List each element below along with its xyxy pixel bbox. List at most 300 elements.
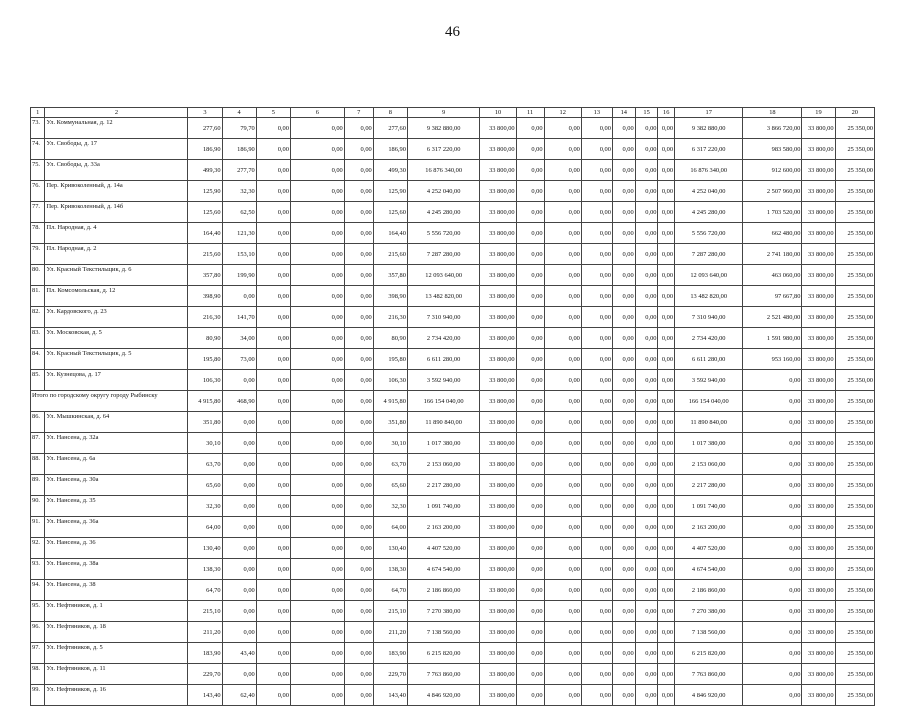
value-cell: 0,00 [612, 202, 635, 223]
value-cell: 33 800,00 [802, 664, 835, 685]
value-cell: 0,00 [612, 580, 635, 601]
value-cell: 0,00 [344, 454, 373, 475]
table-row [31, 202, 875, 223]
table-row [31, 643, 875, 664]
value-cell: 0,00 [612, 118, 635, 139]
value-cell: 3 592 940,00 [407, 370, 479, 391]
value-cell: 0,00 [743, 622, 802, 643]
value-cell: 0,00 [635, 517, 658, 538]
address-cell: Ул. Мышкинская, д. 64 [45, 412, 188, 433]
value-cell: 33 800,00 [802, 139, 835, 160]
row-index: 74. [31, 139, 45, 160]
value-cell: 0,00 [635, 538, 658, 559]
value-cell: 0,00 [612, 559, 635, 580]
value-cell: 0,00 [658, 454, 675, 475]
value-cell: 186,90 [188, 139, 222, 160]
value-cell: 0,00 [222, 580, 256, 601]
value-cell: 2 186 860,00 [407, 580, 479, 601]
value-cell: 0,00 [544, 454, 581, 475]
value-cell: 0,00 [222, 412, 256, 433]
value-cell: 0,00 [344, 265, 373, 286]
column-header: 6 [290, 108, 344, 118]
value-cell: 65,60 [188, 475, 222, 496]
value-cell: 0,00 [743, 580, 802, 601]
value-cell: 0,00 [581, 538, 612, 559]
value-cell: 0,00 [544, 181, 581, 202]
value-cell: 0,00 [612, 160, 635, 181]
value-cell: 0,00 [256, 580, 290, 601]
value-cell: 33 800,00 [480, 454, 516, 475]
value-cell: 0,00 [612, 139, 635, 160]
value-cell: 33 800,00 [480, 496, 516, 517]
address-cell: Ул. Московская, д. 5 [45, 328, 188, 349]
value-cell: 0,00 [581, 475, 612, 496]
value-cell: 0,00 [344, 496, 373, 517]
value-cell: 33 800,00 [802, 538, 835, 559]
value-cell: 0,00 [544, 517, 581, 538]
row-index: 95. [31, 601, 45, 622]
value-cell: 106,30 [188, 370, 222, 391]
value-cell: 1 091 740,00 [675, 496, 743, 517]
value-cell: 211,20 [188, 622, 222, 643]
value-cell: 0,00 [581, 517, 612, 538]
table-row [31, 181, 875, 202]
value-cell: 33 800,00 [480, 559, 516, 580]
value-cell: 64,70 [373, 580, 407, 601]
value-cell: 25 350,00 [835, 370, 874, 391]
value-cell: 0,00 [344, 664, 373, 685]
value-cell: 4 674 540,00 [407, 559, 479, 580]
value-cell: 33 800,00 [480, 412, 516, 433]
value-cell: 33 800,00 [802, 202, 835, 223]
table-row [31, 328, 875, 349]
value-cell: 13 482 820,00 [675, 286, 743, 307]
value-cell: 0,00 [743, 664, 802, 685]
value-cell: 351,80 [373, 412, 407, 433]
row-index: 80. [31, 265, 45, 286]
value-cell: 4 846 920,00 [675, 685, 743, 706]
value-cell: 0,00 [516, 118, 544, 139]
value-cell: 0,00 [516, 475, 544, 496]
value-cell: 0,00 [612, 244, 635, 265]
value-cell: 0,00 [290, 391, 344, 412]
address-cell: Ул. Коммунальная, д. 12 [45, 118, 188, 139]
value-cell: 183,90 [373, 643, 407, 664]
table-row [31, 349, 875, 370]
value-cell: 33 800,00 [802, 391, 835, 412]
value-cell: 2 734 420,00 [675, 328, 743, 349]
value-cell: 912 600,00 [743, 160, 802, 181]
value-cell: 33 800,00 [480, 118, 516, 139]
value-cell: 0,00 [743, 685, 802, 706]
value-cell: 33 800,00 [480, 370, 516, 391]
value-cell: 0,00 [544, 370, 581, 391]
address-cell: Ул. Нефтяников, д. 16 [45, 685, 188, 706]
value-cell: 0,00 [612, 601, 635, 622]
value-cell: 25 350,00 [835, 622, 874, 643]
row-index: 77. [31, 202, 45, 223]
row-index: 75. [31, 160, 45, 181]
value-cell: 0,00 [256, 160, 290, 181]
value-cell: 0,00 [222, 559, 256, 580]
value-cell: 2 217 280,00 [407, 475, 479, 496]
header-row [31, 108, 875, 118]
address-cell: Ул. Свободы, д. 33а [45, 160, 188, 181]
value-cell: 0,00 [256, 391, 290, 412]
table-row [31, 307, 875, 328]
column-header: 10 [480, 108, 516, 118]
value-cell: 164,40 [373, 223, 407, 244]
value-cell: 0,00 [612, 475, 635, 496]
value-cell: 0,00 [612, 643, 635, 664]
value-cell: 0,00 [635, 202, 658, 223]
address-cell: Ул. Нансена, д. 36 [45, 538, 188, 559]
value-cell: 0,00 [658, 475, 675, 496]
column-header: 14 [612, 108, 635, 118]
total-row [31, 391, 875, 412]
value-cell: 0,00 [635, 664, 658, 685]
value-cell: 33 800,00 [480, 643, 516, 664]
value-cell: 97 667,80 [743, 286, 802, 307]
value-cell: 7 270 380,00 [675, 601, 743, 622]
value-cell: 33 800,00 [480, 664, 516, 685]
address-cell: Пер. Кривоколенный, д. 14а [45, 181, 188, 202]
value-cell: 0,00 [222, 286, 256, 307]
value-cell: 0,00 [516, 664, 544, 685]
value-cell: 25 350,00 [835, 286, 874, 307]
value-cell: 0,00 [581, 412, 612, 433]
value-cell: 25 350,00 [835, 139, 874, 160]
value-cell: 0,00 [658, 496, 675, 517]
value-cell: 0,00 [344, 517, 373, 538]
table-row [31, 265, 875, 286]
value-cell: 0,00 [544, 160, 581, 181]
value-cell: 0,00 [516, 643, 544, 664]
value-cell: 16 876 340,00 [675, 160, 743, 181]
value-cell: 0,00 [612, 391, 635, 412]
column-header: 1 [31, 108, 45, 118]
value-cell: 186,90 [222, 139, 256, 160]
value-cell: 7 270 380,00 [407, 601, 479, 622]
value-cell: 30,10 [188, 433, 222, 454]
value-cell: 0,00 [344, 433, 373, 454]
table-row [31, 139, 875, 160]
value-cell: 106,30 [373, 370, 407, 391]
value-cell: 0,00 [516, 517, 544, 538]
address-cell: Пл. Народная, д. 4 [45, 223, 188, 244]
value-cell: 7 763 860,00 [407, 664, 479, 685]
value-cell: 0,00 [635, 685, 658, 706]
address-cell: Ул. Нефтяников, д. 18 [45, 622, 188, 643]
value-cell: 0,00 [344, 328, 373, 349]
row-index: 86. [31, 412, 45, 433]
value-cell: 0,00 [344, 286, 373, 307]
value-cell: 33 800,00 [802, 643, 835, 664]
value-cell: 0,00 [256, 412, 290, 433]
value-cell: 0,00 [612, 517, 635, 538]
value-cell: 6 215 820,00 [675, 643, 743, 664]
value-cell: 4 252 040,00 [407, 181, 479, 202]
value-cell: 0,00 [344, 181, 373, 202]
row-index: 84. [31, 349, 45, 370]
value-cell: 25 350,00 [835, 307, 874, 328]
value-cell: 0,00 [658, 244, 675, 265]
value-cell: 33 800,00 [802, 118, 835, 139]
value-cell: 0,00 [290, 202, 344, 223]
value-cell: 1 017 380,00 [407, 433, 479, 454]
value-cell: 0,00 [344, 685, 373, 706]
value-cell: 0,00 [635, 643, 658, 664]
value-cell: 0,00 [256, 181, 290, 202]
value-cell: 216,30 [373, 307, 407, 328]
value-cell: 3 866 720,00 [743, 118, 802, 139]
value-cell: 0,00 [581, 223, 612, 244]
value-cell: 0,00 [658, 349, 675, 370]
value-cell: 4 915,80 [188, 391, 222, 412]
value-cell: 33 800,00 [802, 517, 835, 538]
value-cell: 33 800,00 [802, 286, 835, 307]
value-cell: 33 800,00 [802, 181, 835, 202]
column-header: 8 [373, 108, 407, 118]
value-cell: 33 800,00 [480, 433, 516, 454]
value-cell: 2 217 280,00 [675, 475, 743, 496]
value-cell: 0,00 [344, 160, 373, 181]
address-cell: Ул. Нансена, д. 35 [45, 496, 188, 517]
value-cell: 34,00 [222, 328, 256, 349]
value-cell: 0,00 [612, 181, 635, 202]
value-cell: 7 138 560,00 [675, 622, 743, 643]
value-cell: 0,00 [256, 601, 290, 622]
value-cell: 0,00 [290, 622, 344, 643]
value-cell: 0,00 [544, 580, 581, 601]
value-cell: 64,70 [188, 580, 222, 601]
address-cell: Ул. Кардовского, д. 23 [45, 307, 188, 328]
value-cell: 0,00 [290, 433, 344, 454]
value-cell: 0,00 [290, 580, 344, 601]
value-cell: 0,00 [612, 496, 635, 517]
value-cell: 0,00 [658, 307, 675, 328]
value-cell: 6 611 280,00 [675, 349, 743, 370]
value-cell: 0,00 [516, 412, 544, 433]
value-cell: 0,00 [290, 139, 344, 160]
value-cell: 0,00 [743, 601, 802, 622]
value-cell: 1 591 980,00 [743, 328, 802, 349]
column-header: 2 [45, 108, 188, 118]
value-cell: 25 350,00 [835, 538, 874, 559]
value-cell: 0,00 [290, 517, 344, 538]
value-cell: 25 350,00 [835, 181, 874, 202]
value-cell: 0,00 [256, 664, 290, 685]
value-cell: 0,00 [544, 433, 581, 454]
value-cell: 11 890 840,00 [675, 412, 743, 433]
value-cell: 0,00 [516, 202, 544, 223]
value-cell: 0,00 [222, 538, 256, 559]
value-cell: 0,00 [290, 349, 344, 370]
column-header: 15 [635, 108, 658, 118]
value-cell: 79,70 [222, 118, 256, 139]
row-index: 78. [31, 223, 45, 244]
value-cell: 0,00 [256, 433, 290, 454]
value-cell: 0,00 [516, 391, 544, 412]
value-cell: 0,00 [658, 601, 675, 622]
value-cell: 468,90 [222, 391, 256, 412]
value-cell: 0,00 [544, 559, 581, 580]
value-cell: 0,00 [612, 265, 635, 286]
row-index: 91. [31, 517, 45, 538]
value-cell: 0,00 [290, 370, 344, 391]
value-cell: 0,00 [743, 370, 802, 391]
value-cell: 16 876 340,00 [407, 160, 479, 181]
value-cell: 13 482 820,00 [407, 286, 479, 307]
value-cell: 153,10 [222, 244, 256, 265]
value-cell: 80,90 [373, 328, 407, 349]
value-cell: 0,00 [290, 412, 344, 433]
value-cell: 0,00 [612, 433, 635, 454]
value-cell: 0,00 [635, 139, 658, 160]
value-cell: 0,00 [612, 307, 635, 328]
column-header: 18 [743, 108, 802, 118]
table-row [31, 118, 875, 139]
value-cell: 33 800,00 [480, 538, 516, 559]
value-cell: 0,00 [658, 559, 675, 580]
value-cell: 33 800,00 [802, 349, 835, 370]
value-cell: 3 592 940,00 [675, 370, 743, 391]
table-row [31, 580, 875, 601]
value-cell: 0,00 [581, 286, 612, 307]
table-row [31, 286, 875, 307]
address-cell: Ул. Красный Текстильщик, д. 6 [45, 265, 188, 286]
value-cell: 0,00 [635, 580, 658, 601]
value-cell: 125,90 [373, 181, 407, 202]
value-cell: 32,30 [222, 181, 256, 202]
value-cell: 0,00 [290, 307, 344, 328]
value-cell: 0,00 [658, 181, 675, 202]
value-cell: 0,00 [344, 559, 373, 580]
value-cell: 499,30 [373, 160, 407, 181]
table-row [31, 454, 875, 475]
value-cell: 33 800,00 [480, 139, 516, 160]
value-cell: 0,00 [344, 118, 373, 139]
value-cell: 0,00 [612, 286, 635, 307]
value-cell: 25 350,00 [835, 433, 874, 454]
value-cell: 1 017 380,00 [675, 433, 743, 454]
value-cell: 0,00 [222, 433, 256, 454]
value-cell: 0,00 [256, 202, 290, 223]
value-cell: 0,00 [544, 139, 581, 160]
value-cell: 5 556 720,00 [407, 223, 479, 244]
value-cell: 33 800,00 [480, 349, 516, 370]
value-cell: 1 091 740,00 [407, 496, 479, 517]
value-cell: 0,00 [344, 580, 373, 601]
value-cell: 0,00 [612, 328, 635, 349]
value-cell: 186,90 [373, 139, 407, 160]
value-cell: 0,00 [256, 265, 290, 286]
address-cell: Пл. Народная, д. 2 [45, 244, 188, 265]
column-header: 9 [407, 108, 479, 118]
table-row [31, 223, 875, 244]
value-cell: 0,00 [544, 496, 581, 517]
value-cell: 0,00 [290, 244, 344, 265]
value-cell: 33 800,00 [480, 160, 516, 181]
value-cell: 0,00 [516, 286, 544, 307]
table-row [31, 685, 875, 706]
address-cell: Ул. Нансена, д. 36а [45, 517, 188, 538]
value-cell: 0,00 [658, 433, 675, 454]
value-cell: 33 800,00 [480, 391, 516, 412]
value-cell: 0,00 [544, 244, 581, 265]
row-index: 94. [31, 580, 45, 601]
value-cell: 0,00 [516, 685, 544, 706]
value-cell: 0,00 [544, 202, 581, 223]
value-cell: 0,00 [612, 349, 635, 370]
value-cell: 0,00 [516, 601, 544, 622]
value-cell: 0,00 [743, 433, 802, 454]
value-cell: 0,00 [581, 265, 612, 286]
value-cell: 0,00 [581, 559, 612, 580]
value-cell: 32,30 [373, 496, 407, 517]
value-cell: 0,00 [743, 559, 802, 580]
value-cell: 0,00 [256, 286, 290, 307]
value-cell: 0,00 [658, 223, 675, 244]
value-cell: 6 611 280,00 [407, 349, 479, 370]
value-cell: 215,60 [188, 244, 222, 265]
value-cell: 0,00 [544, 328, 581, 349]
value-cell: 0,00 [344, 391, 373, 412]
value-cell: 25 350,00 [835, 202, 874, 223]
value-cell: 166 154 040,00 [407, 391, 479, 412]
value-cell: 6 215 820,00 [407, 643, 479, 664]
value-cell: 0,00 [612, 685, 635, 706]
value-cell: 125,60 [188, 202, 222, 223]
value-cell: 63,70 [188, 454, 222, 475]
table-row [31, 622, 875, 643]
value-cell: 0,00 [743, 391, 802, 412]
row-index: 87. [31, 433, 45, 454]
value-cell: 25 350,00 [835, 559, 874, 580]
value-cell: 25 350,00 [835, 601, 874, 622]
value-cell: 0,00 [516, 160, 544, 181]
value-cell: 0,00 [516, 580, 544, 601]
value-cell: 0,00 [581, 202, 612, 223]
value-cell: 4 915,80 [373, 391, 407, 412]
value-cell: 0,00 [344, 202, 373, 223]
value-cell: 357,80 [188, 265, 222, 286]
value-cell: 33 800,00 [480, 307, 516, 328]
value-cell: 0,00 [344, 349, 373, 370]
value-cell: 130,40 [188, 538, 222, 559]
table-row [31, 517, 875, 538]
value-cell: 25 350,00 [835, 223, 874, 244]
address-cell: Ул. Нансена, д. 32а [45, 433, 188, 454]
value-cell: 0,00 [256, 622, 290, 643]
value-cell: 277,70 [222, 160, 256, 181]
value-cell: 33 800,00 [480, 223, 516, 244]
value-cell: 0,00 [612, 664, 635, 685]
value-cell: 0,00 [612, 370, 635, 391]
value-cell: 0,00 [256, 454, 290, 475]
value-cell: 33 800,00 [802, 685, 835, 706]
value-cell: 2 734 420,00 [407, 328, 479, 349]
value-cell: 0,00 [581, 454, 612, 475]
value-cell: 33 800,00 [480, 286, 516, 307]
value-cell: 6 317 220,00 [675, 139, 743, 160]
value-cell: 0,00 [516, 244, 544, 265]
value-cell: 0,00 [581, 370, 612, 391]
value-cell: 0,00 [516, 349, 544, 370]
value-cell: 0,00 [581, 664, 612, 685]
value-cell: 62,40 [222, 685, 256, 706]
value-cell: 0,00 [290, 664, 344, 685]
